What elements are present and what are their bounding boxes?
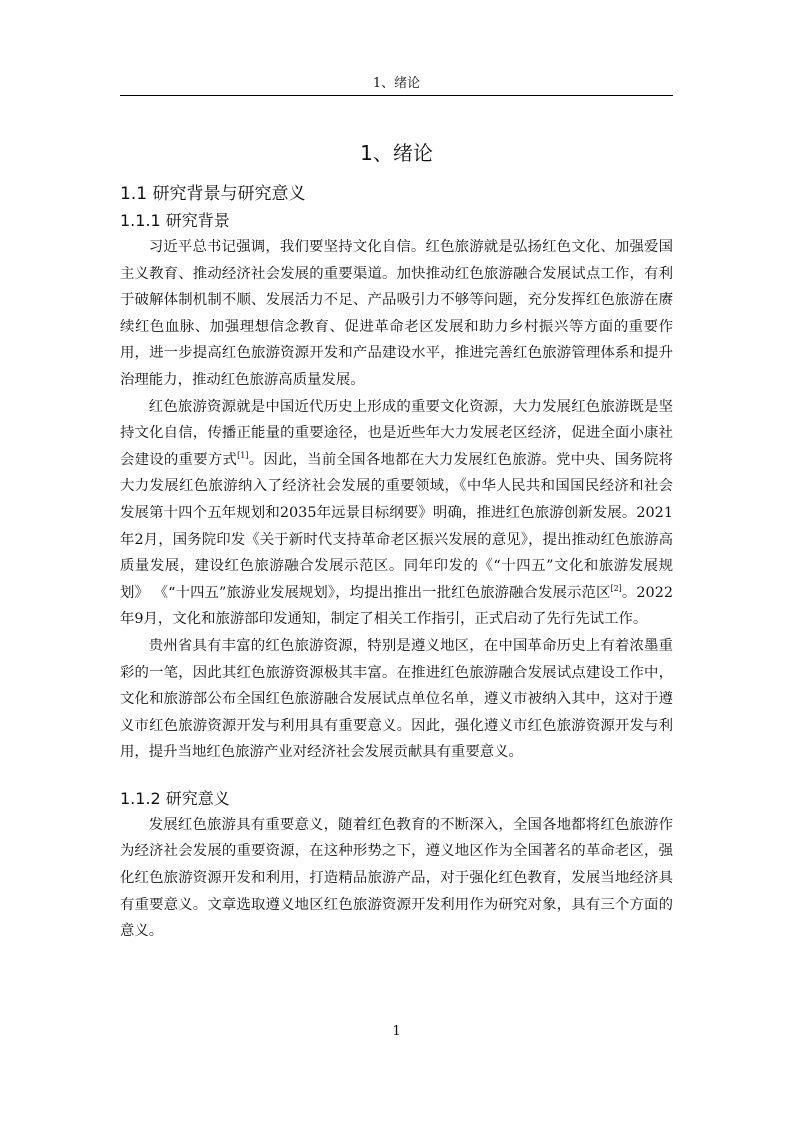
- section-spacer: [120, 766, 673, 786]
- paragraph-background-3: 贵州省具有丰富的红色旅游资源，特别是遵义地区，在中国革命历史上有着浓墨重彩的一笔，因此其红色旅游资源极其丰富。在推进红色旅游融合发展试点建设工作中，文化和旅游部公布全国红色旅游融合发展试点单位名单，遵义市被纳入其中，这对于遵义市红色旅游资源开发与利用具有重要意义。因此，强化遵义市红色旅游资源开发与利用，提升当地红色旅游产业对经济社会发展贡献具有重要意义。: [120, 637, 673, 761]
- paragraph-background-2: [120, 394, 673, 633]
- paragraph-text: 红色旅游资源就是中国近代历史上形成的重要文化资源，大力发展红色旅游既是坚持文化自信，传播正能量的重要途径，也是近些年大力发展老区经济，促进全面小康社会建设的重要方式: [120, 398, 673, 468]
- section-heading-1-1: 1.1 研究背景与研究意义: [120, 184, 306, 204]
- paragraph-significance-1: 发展红色旅游具有重要意义，随着红色教育的不断深入，全国各地都将红色旅游作为经济社会发展的重要资源，在这种形势之下，遵义地区作为全国著名的革命老区，强化红色旅游资源开发和利用，打造精品旅游产品，对于强化红色教育，发展当地经济具有重要意义。文章选取遵义地区红色旅游资源开发利用作为研究对象，具有三个方面的意义。: [120, 816, 673, 940]
- header-rule: [120, 95, 673, 96]
- paragraph-text: 。因此，当前全国各地都在大力发展红色旅游。党中央、国务院将大力发展红色旅游纳入了经济社会发展的重要领域，《中华人民共和国国民经济和社会发展第十四个五年规划和2035年远景目标纲要》明确，推进红色旅游创新发展。2021年2月，国务院印发《关于新时代支持革命老区振兴发展的意见》，提出推动红色旅游高质量发展，建设红色旅游融合发展示范区。同年印发的《“十四五”文化和旅游发展规划》 《“十四五”旅游业发展规划》，均提出推出一批红色旅游融合发展示范区: [120, 451, 673, 601]
- page-number: 1: [392, 1024, 401, 1039]
- running-header: 1、绪论: [372, 76, 421, 91]
- citation-marker[interactable]: [1]: [237, 450, 249, 460]
- page-content: [120, 138, 673, 945]
- subsection-heading-1-1-1: 1.1.1 研究背景: [120, 211, 230, 230]
- paragraph-background-1: 习近平总书记强调，我们要坚持文化自信。红色旅游就是弘扬红色文化、加强爱国主义教育、推动经济社会发展的重要渠道。加快推动红色旅游融合发展试点工作，有利于破解体制机制不顺、发展活力不足、产品吸引力不够等问题，充分发挥红色旅游在赓续红色血脉、加强理想信念教育、促进革命老区发展和助力乡村振兴等方面的重要作用，进一步提高红色旅游资源开发和产品建设水平，推进完善红色旅游管理体系和提升治理能力，推动红色旅游高质量发展。: [120, 239, 673, 388]
- paragraph-text: 。2022年9月，文化和旅游部印发通知，制定了相关工作指引，正式启动了先行先试工作。: [120, 584, 674, 628]
- citation-marker[interactable]: [2]: [610, 583, 622, 593]
- subsection-heading-1-1-2: 1.1.2 研究意义: [120, 788, 230, 808]
- chapter-title: 1、绪论: [360, 141, 433, 165]
